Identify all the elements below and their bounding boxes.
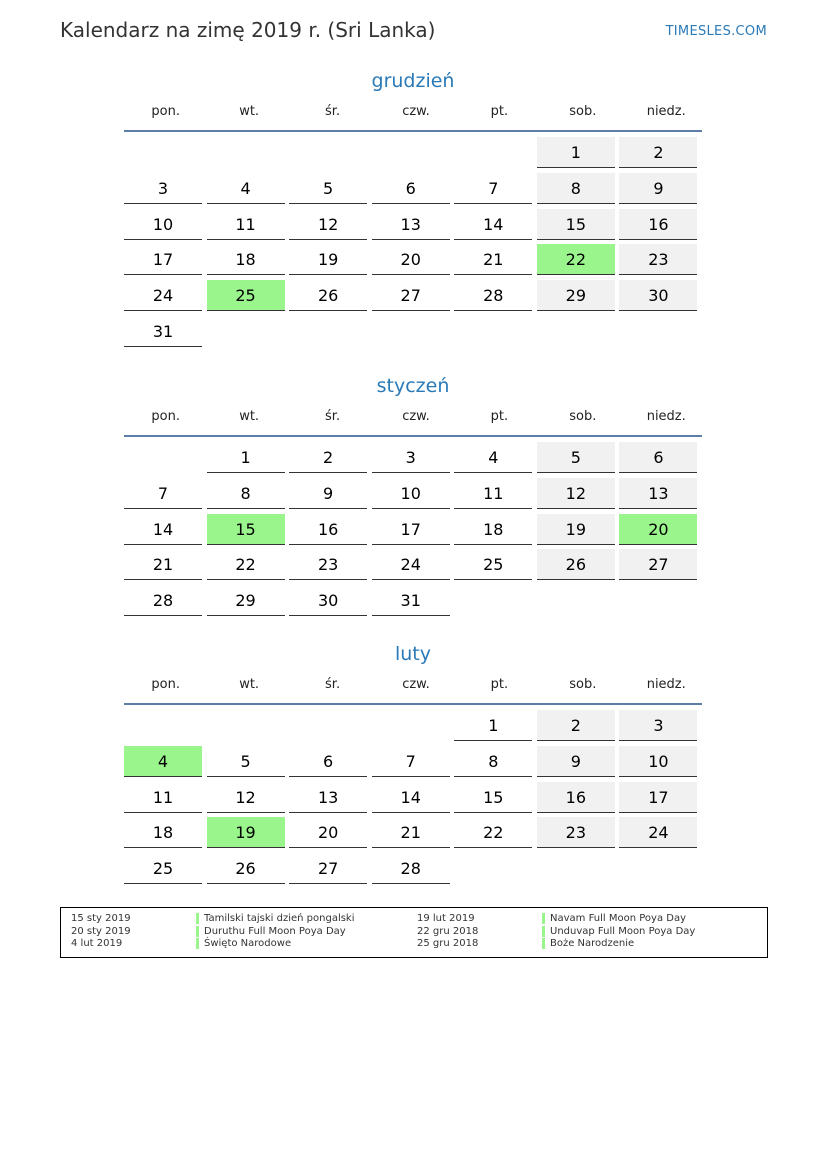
legend-marker: [196, 926, 199, 937]
legend-holiday: Duruthu Full Moon Poya Day: [204, 926, 346, 937]
day-cell: 3: [372, 442, 450, 473]
weekday-label: sob.: [569, 677, 597, 692]
legend-holiday: Boże Narodzenie: [550, 938, 635, 949]
day-cell: 31: [372, 585, 450, 616]
legend-row: [61, 926, 767, 938]
day-cell: 7: [454, 173, 532, 204]
day-cell: 10: [124, 209, 202, 240]
legend-marker: [196, 938, 199, 949]
day-cell: 7: [372, 746, 450, 777]
day-cell: 1: [207, 442, 285, 473]
legend-marker: [542, 913, 545, 924]
day-cell: 28: [372, 853, 450, 884]
legend-marker: [542, 938, 545, 949]
day-cell: 30: [619, 280, 697, 311]
day-cell: 18: [124, 817, 202, 848]
day-cell: 15: [454, 782, 532, 813]
weekday-label: wt.: [239, 677, 260, 692]
weekday-label: czw.: [402, 409, 430, 424]
day-cell: 11: [207, 209, 285, 240]
month-calendar: [124, 70, 702, 341]
holiday-day-cell: 4: [124, 746, 202, 777]
day-cell: 5: [207, 746, 285, 777]
day-cell: 12: [289, 209, 367, 240]
weekday-label: wt.: [239, 104, 260, 119]
legend-marker: [196, 913, 199, 924]
day-cell: 6: [289, 746, 367, 777]
day-cell: 27: [619, 549, 697, 580]
day-cell: 26: [537, 549, 615, 580]
month-calendar: [124, 375, 702, 611]
day-cell: 24: [124, 280, 202, 311]
month-name: luty: [394, 643, 431, 665]
weekday-label: pon.: [151, 104, 180, 119]
month-name: styczeń: [376, 375, 450, 397]
day-cell: 2: [619, 137, 697, 168]
day-cell: 24: [372, 549, 450, 580]
legend-date: 15 sty 2019: [71, 913, 131, 924]
day-cell: 29: [207, 585, 285, 616]
day-cell: 19: [289, 244, 367, 275]
day-cell: 27: [372, 280, 450, 311]
holiday-day-cell: 25: [207, 280, 285, 311]
holiday-day-cell: 15: [207, 514, 285, 545]
header-divider: [124, 703, 702, 705]
day-cell: 26: [289, 280, 367, 311]
month-calendar: [124, 643, 702, 879]
day-cell: 13: [372, 209, 450, 240]
day-cell: 13: [289, 782, 367, 813]
day-cell: 25: [454, 549, 532, 580]
legend-date: 19 lut 2019: [417, 913, 475, 924]
weekday-label: wt.: [239, 409, 260, 424]
weekday-label: sob.: [569, 104, 597, 119]
weekday-label: śr.: [325, 104, 341, 119]
header-divider: [124, 435, 702, 437]
day-cell: 1: [537, 137, 615, 168]
day-cell: 5: [289, 173, 367, 204]
day-cell: 26: [207, 853, 285, 884]
weekday-header: [124, 104, 702, 130]
weekday-label: pon.: [151, 409, 180, 424]
weekday-label: niedz.: [646, 677, 686, 692]
day-cell: 10: [619, 746, 697, 777]
day-cell: 28: [124, 585, 202, 616]
day-cell: 20: [372, 244, 450, 275]
holiday-day-cell: 19: [207, 817, 285, 848]
day-cell: 12: [537, 478, 615, 509]
day-cell: 27: [289, 853, 367, 884]
legend-date: 20 sty 2019: [71, 926, 131, 937]
day-cell: 14: [124, 514, 202, 545]
day-cell: 25: [124, 853, 202, 884]
day-cell: 8: [454, 746, 532, 777]
legend-date: 25 gru 2018: [417, 938, 479, 949]
weekday-label: czw.: [402, 677, 430, 692]
brand-link[interactable]: TIMESLES.COM: [665, 24, 767, 39]
legend-row: [61, 938, 767, 950]
day-cell: 13: [619, 478, 697, 509]
day-cell: 22: [454, 817, 532, 848]
weekday-label: niedz.: [646, 104, 686, 119]
day-cell: 10: [372, 478, 450, 509]
day-cell: 9: [619, 173, 697, 204]
day-cell: 19: [537, 514, 615, 545]
day-cell: 15: [537, 209, 615, 240]
weekday-label: pt.: [490, 104, 509, 119]
day-cell: 18: [207, 244, 285, 275]
page-title: Kalendarz na zimę 2019 r. (Sri Lanka): [60, 18, 436, 42]
day-cell: 14: [372, 782, 450, 813]
legend-marker: [542, 926, 545, 937]
legend-holiday: Święto Narodowe: [204, 938, 292, 949]
weekday-label: sob.: [569, 409, 597, 424]
weekday-label: pt.: [490, 409, 509, 424]
day-cell: 23: [537, 817, 615, 848]
day-cell: 20: [289, 817, 367, 848]
day-cell: 3: [124, 173, 202, 204]
weekday-label: pon.: [151, 677, 180, 692]
day-cell: 7: [124, 478, 202, 509]
weekday-label: śr.: [325, 409, 341, 424]
legend-date: 4 lut 2019: [71, 938, 123, 949]
day-cell: 11: [454, 478, 532, 509]
weekday-header: [124, 409, 702, 435]
holiday-day-cell: 20: [619, 514, 697, 545]
day-cell: 9: [537, 746, 615, 777]
day-cell: 16: [289, 514, 367, 545]
day-cell: 2: [289, 442, 367, 473]
day-cell: 28: [454, 280, 532, 311]
weekday-header: [124, 677, 702, 703]
day-cell: 21: [454, 244, 532, 275]
day-cell: 30: [289, 585, 367, 616]
day-cell: 21: [124, 549, 202, 580]
holiday-legend: [60, 907, 768, 958]
month-name: grudzień: [371, 70, 455, 92]
legend-row: [61, 913, 767, 925]
weekday-label: pt.: [490, 677, 509, 692]
legend-holiday: Navam Full Moon Poya Day: [550, 913, 686, 924]
day-cell: 22: [207, 549, 285, 580]
day-cell: 17: [619, 782, 697, 813]
legend-holiday: Tamilski tajski dzień pongalski: [204, 913, 355, 924]
header-divider: [124, 130, 702, 132]
day-cell: 4: [454, 442, 532, 473]
weekday-label: czw.: [402, 104, 430, 119]
day-cell: 23: [619, 244, 697, 275]
day-cell: 23: [289, 549, 367, 580]
day-cell: 6: [372, 173, 450, 204]
legend-date: 22 gru 2018: [417, 926, 479, 937]
day-cell: 8: [207, 478, 285, 509]
day-cell: 1: [454, 710, 532, 741]
day-cell: 18: [454, 514, 532, 545]
day-cell: 12: [207, 782, 285, 813]
day-cell: 17: [372, 514, 450, 545]
day-cell: 11: [124, 782, 202, 813]
day-cell: 16: [537, 782, 615, 813]
day-cell: 6: [619, 442, 697, 473]
weekday-label: śr.: [325, 677, 341, 692]
day-cell: 17: [124, 244, 202, 275]
day-cell: 24: [619, 817, 697, 848]
day-cell: 21: [372, 817, 450, 848]
weekday-label: niedz.: [646, 409, 686, 424]
day-cell: 29: [537, 280, 615, 311]
day-cell: 8: [537, 173, 615, 204]
day-cell: 14: [454, 209, 532, 240]
legend-holiday: Unduvap Full Moon Poya Day: [550, 926, 696, 937]
day-cell: 31: [124, 316, 202, 347]
day-cell: 9: [289, 478, 367, 509]
day-cell: 16: [619, 209, 697, 240]
day-cell: 4: [207, 173, 285, 204]
day-cell: 5: [537, 442, 615, 473]
day-cell: 2: [537, 710, 615, 741]
day-cell: 3: [619, 710, 697, 741]
holiday-day-cell: 22: [537, 244, 615, 275]
